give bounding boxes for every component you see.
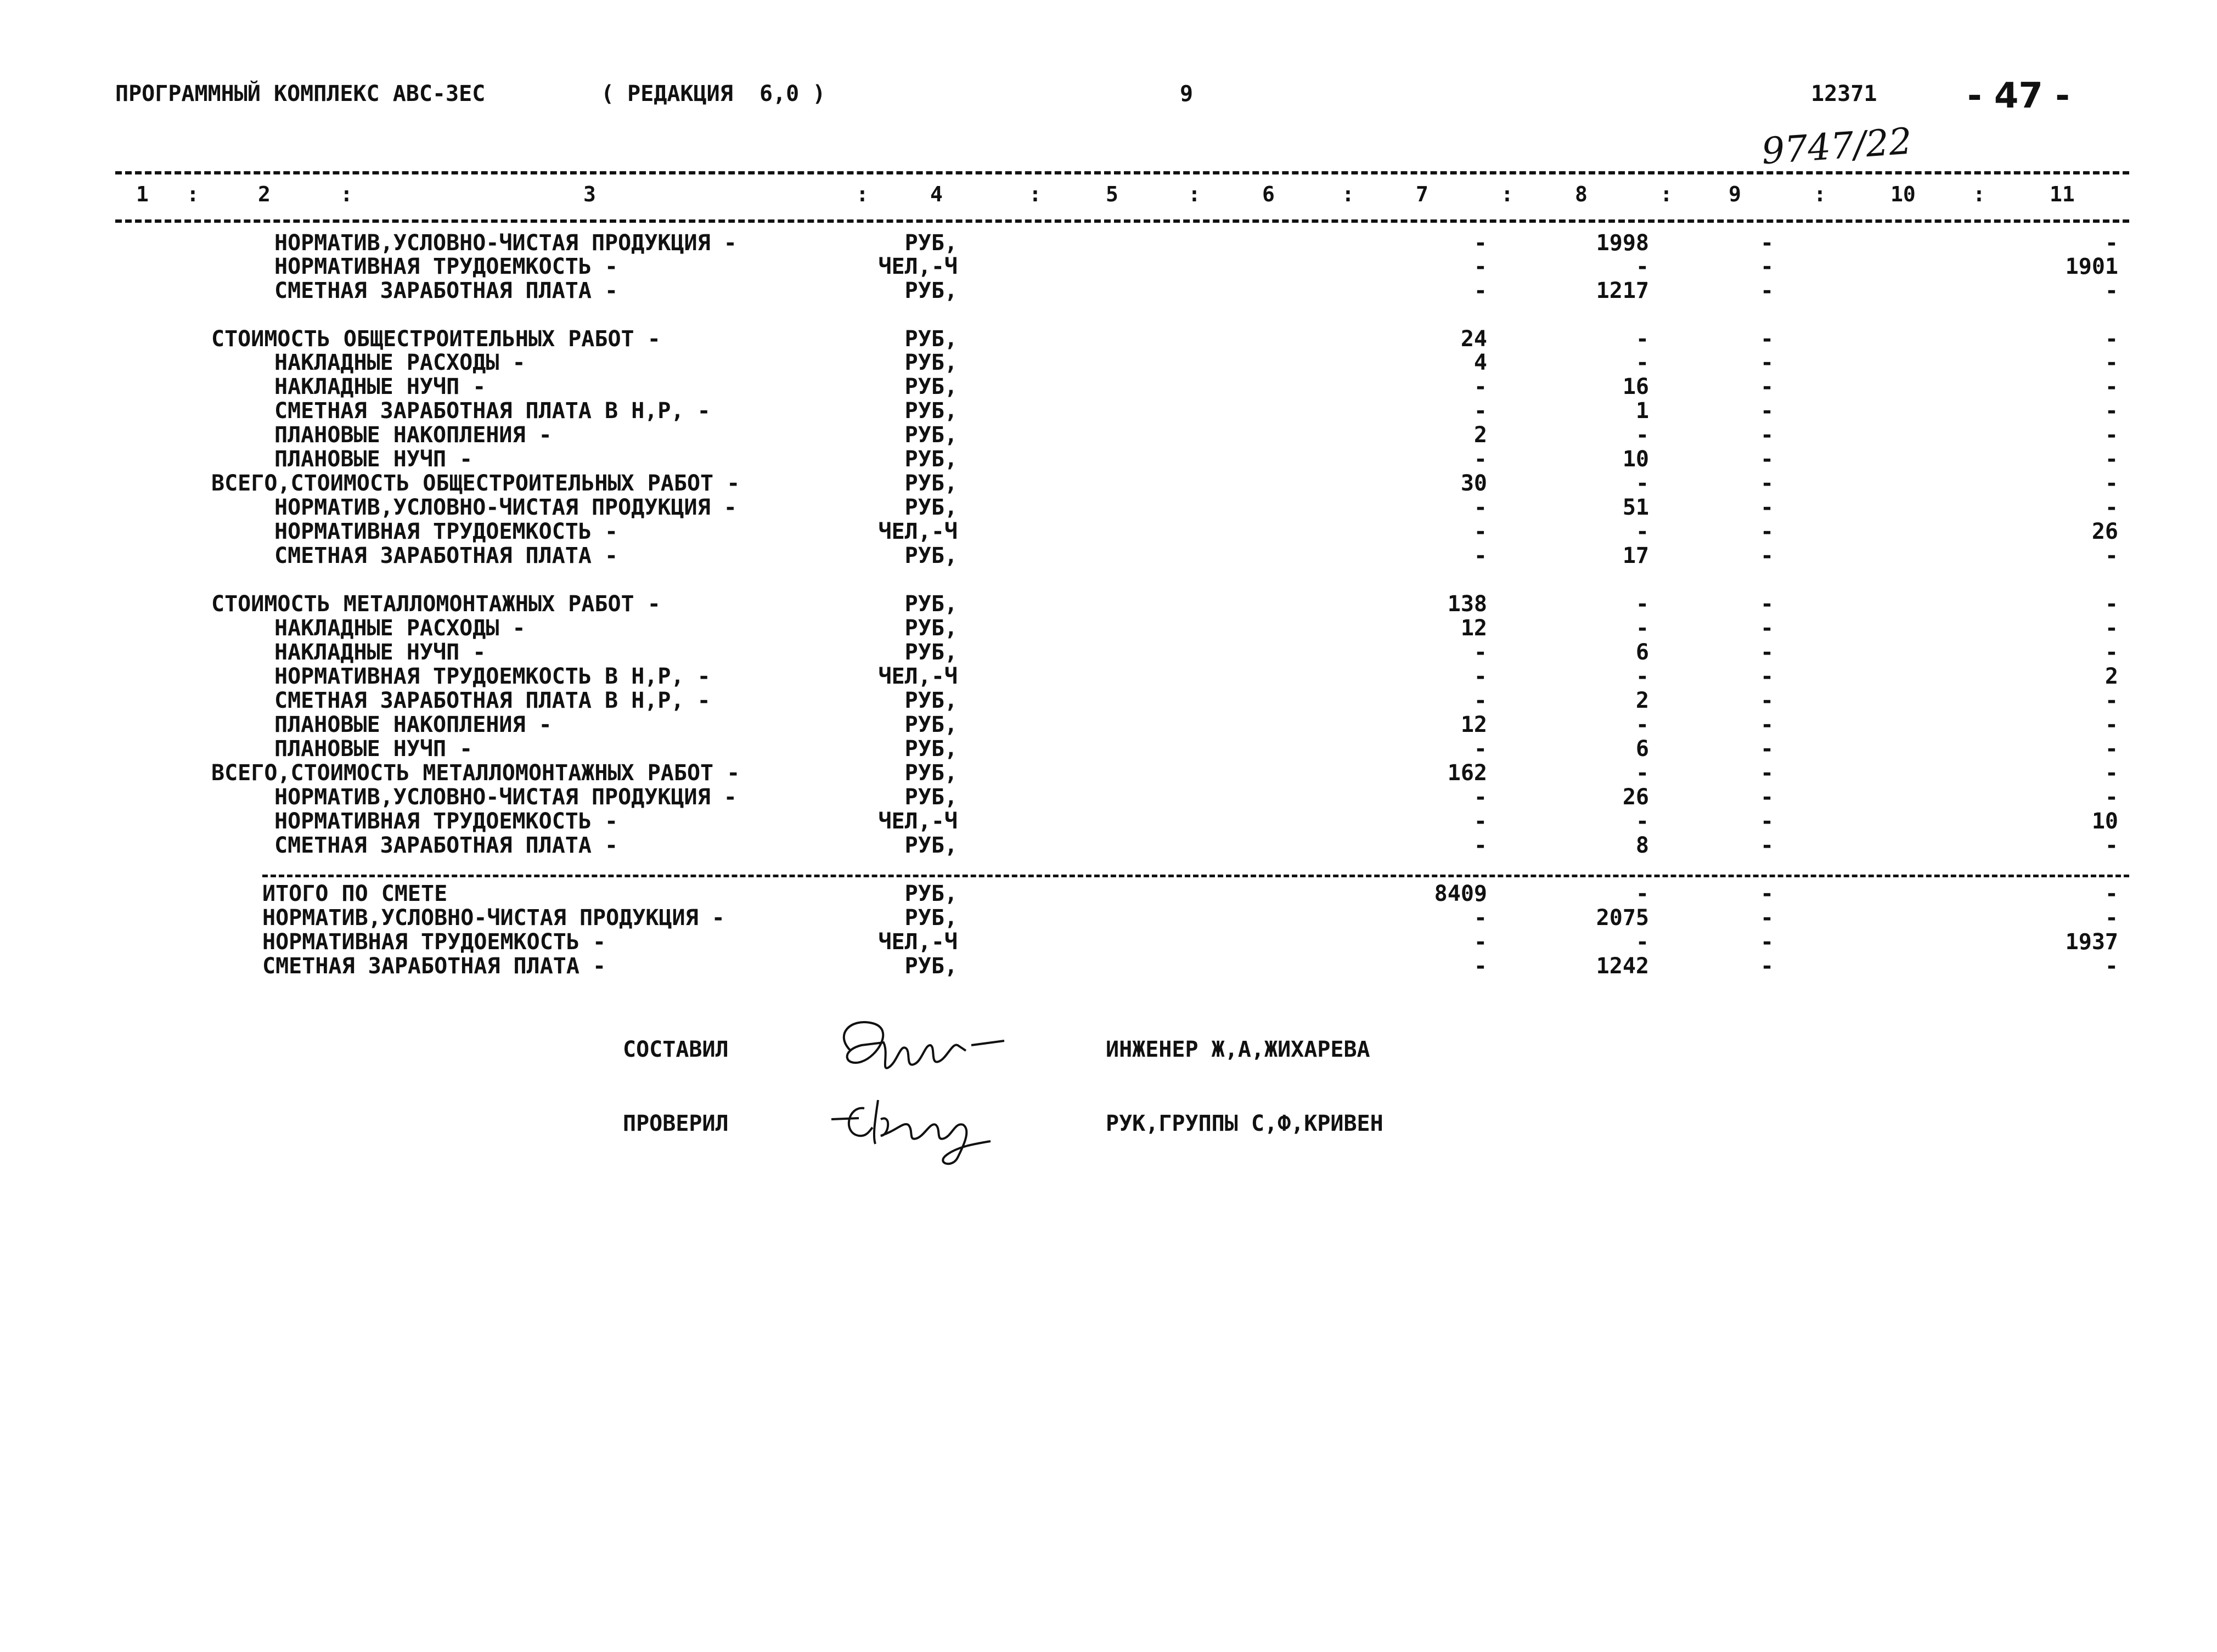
row-unit: РУБ,: [904, 326, 958, 352]
compiled-label: СОСТАВИЛ: [623, 1037, 729, 1062]
row-col11: 10: [2091, 809, 2118, 834]
handwritten-number: 9747/22: [1760, 120, 1914, 173]
sheet-number: 9: [1180, 81, 1194, 106]
column-separator: :: [187, 182, 199, 206]
row-col9: -: [1760, 905, 1774, 931]
row-col8: -: [1635, 350, 1649, 375]
row-col8: -: [1635, 616, 1649, 641]
row-col11: -: [2105, 905, 2118, 931]
column-separator: :: [1973, 182, 1985, 206]
row-unit: РУБ,: [904, 881, 958, 906]
row-label: НОРМАТИВНАЯ ТРУДОЕМКОСТЬ В Н,Р, -: [274, 664, 711, 689]
row-col11: -: [2105, 543, 2118, 568]
row-col9: -: [1760, 350, 1774, 375]
row-label: НОРМАТИВ,УСЛОВНО-ЧИСТАЯ ПРОДУКЦИЯ -: [274, 495, 737, 520]
row-col9: -: [1760, 640, 1774, 665]
row-col9: -: [1760, 447, 1774, 472]
column-header-11: 11: [2050, 182, 2075, 206]
row-col7: 12: [1460, 616, 1487, 641]
row-col9: -: [1760, 736, 1774, 762]
row-col11: -: [2105, 447, 2118, 472]
row-col8: -: [1635, 591, 1649, 617]
row-label: НОРМАТИВНАЯ ТРУДОЕМКОСТЬ -: [274, 519, 618, 544]
page-number: - 47 -: [1967, 76, 2070, 116]
row-col8: -: [1635, 326, 1649, 352]
row-col8: 26: [1622, 785, 1649, 810]
row-col11: -: [2105, 833, 2118, 858]
row-col8: 51: [1622, 495, 1649, 520]
row-unit: ЧЕЛ,-Ч: [878, 664, 958, 689]
row-col7: -: [1473, 905, 1487, 931]
row-label: НОРМАТИВ,УСЛОВНО-ЧИСТАЯ ПРОДУКЦИЯ -: [274, 785, 737, 810]
row-col7: -: [1473, 230, 1487, 256]
row-label: НАКЛАДНЫЕ НУЧП -: [274, 640, 486, 665]
row-unit: ЧЕЛ,-Ч: [878, 809, 958, 834]
row-col9: -: [1760, 543, 1774, 568]
row-col9: -: [1760, 664, 1774, 689]
row-col11: -: [2105, 374, 2118, 399]
row-col8: 6: [1635, 736, 1649, 762]
row-col8: -: [1635, 881, 1649, 906]
row-unit: РУБ,: [904, 471, 958, 496]
row-col7: 12: [1460, 712, 1487, 737]
row-col8: 1: [1635, 398, 1649, 424]
column-header-7: 7: [1416, 182, 1428, 206]
row-col11: 26: [2091, 519, 2118, 544]
row-label: СМЕТНАЯ ЗАРАБОТНАЯ ПЛАТА -: [274, 278, 618, 303]
row-label: НАКЛАДНЫЕ РАСХОДЫ -: [274, 616, 526, 641]
row-col9: -: [1760, 591, 1774, 617]
row-unit: РУБ,: [904, 616, 958, 641]
row-col11: -: [2105, 471, 2118, 496]
row-col11: -: [2105, 422, 2118, 448]
row-col9: -: [1760, 809, 1774, 834]
row-col11: -: [2105, 591, 2118, 617]
row-col7: -: [1473, 833, 1487, 858]
column-separator: :: [1501, 182, 1513, 206]
row-col9: -: [1760, 495, 1774, 520]
row-col8: -: [1635, 760, 1649, 786]
row-col9: -: [1760, 398, 1774, 424]
row-unit: РУБ,: [904, 398, 958, 424]
row-label: НОРМАТИВНАЯ ТРУДОЕМКОСТЬ -: [274, 809, 618, 834]
row-col9: -: [1760, 688, 1774, 713]
row-col7: -: [1473, 736, 1487, 762]
row-col7: -: [1473, 688, 1487, 713]
header-bottom-rule: [115, 219, 2129, 223]
row-col7: -: [1473, 954, 1487, 979]
row-col11: -: [2105, 398, 2118, 424]
row-col11: -: [2105, 640, 2118, 665]
column-header-4: 4: [930, 182, 943, 206]
row-col8: -: [1635, 519, 1649, 544]
row-col7: -: [1473, 254, 1487, 279]
edition-label: ( РЕДАКЦИЯ 6,0 ): [601, 81, 826, 106]
column-separator: :: [1029, 182, 1042, 206]
header-top-rule: [115, 171, 2129, 174]
row-unit: РУБ,: [904, 350, 958, 375]
row-unit: ЧЕЛ,-Ч: [878, 254, 958, 279]
row-unit: РУБ,: [904, 833, 958, 858]
row-label: НОРМАТИВ,УСЛОВНО-ЧИСТАЯ ПРОДУКЦИЯ -: [262, 905, 725, 931]
column-separator: :: [1814, 182, 1826, 206]
row-col7: -: [1473, 278, 1487, 303]
row-unit: РУБ,: [904, 688, 958, 713]
checked-signature: [826, 1092, 1012, 1176]
row-col9: -: [1760, 760, 1774, 786]
row-col11: 1937: [2065, 929, 2118, 955]
row-unit: РУБ,: [904, 640, 958, 665]
row-col11: 2: [2105, 664, 2118, 689]
row-label: СМЕТНАЯ ЗАРАБОТНАЯ ПЛАТА -: [274, 833, 618, 858]
row-col8: 1998: [1596, 230, 1649, 256]
row-label: НАКЛАДНЫЕ РАСХОДЫ -: [274, 350, 526, 375]
column-separator: :: [1660, 182, 1673, 206]
row-col7: -: [1473, 809, 1487, 834]
row-col8: -: [1635, 664, 1649, 689]
row-col9: -: [1760, 374, 1774, 399]
row-col9: -: [1760, 471, 1774, 496]
row-col11: -: [2105, 350, 2118, 375]
row-col8: -: [1635, 712, 1649, 737]
row-col9: -: [1760, 519, 1774, 544]
row-col7: 4: [1473, 350, 1487, 375]
row-col8: 10: [1622, 447, 1649, 472]
row-col8: 2075: [1596, 905, 1649, 931]
row-label: СМЕТНАЯ ЗАРАБОТНАЯ ПЛАТА -: [274, 543, 618, 568]
row-col11: -: [2105, 785, 2118, 810]
column-header-1: 1: [136, 182, 149, 206]
row-label: ПЛАНОВЫЕ НУЧП -: [274, 736, 473, 762]
row-col9: -: [1760, 954, 1774, 979]
column-header-9: 9: [1729, 182, 1741, 206]
row-col8: 1242: [1596, 954, 1649, 979]
row-col9: -: [1760, 712, 1774, 737]
row-col7: -: [1473, 447, 1487, 472]
row-col8: -: [1635, 254, 1649, 279]
row-col8: -: [1635, 422, 1649, 448]
row-col11: -: [2105, 760, 2118, 786]
row-col8: 6: [1635, 640, 1649, 665]
row-label: ПЛАНОВЫЕ НУЧП -: [274, 447, 473, 472]
row-col7: 2: [1473, 422, 1487, 448]
row-col11: -: [2105, 712, 2118, 737]
row-col8: 1217: [1596, 278, 1649, 303]
row-col9: -: [1760, 326, 1774, 352]
row-col11: -: [2105, 688, 2118, 713]
row-label: СТОИМОСТЬ ОБЩЕСТРОИТЕЛЬНЫХ РАБОТ -: [211, 326, 661, 352]
row-col9: -: [1760, 929, 1774, 955]
row-col7: 8409: [1434, 881, 1487, 906]
row-col7: -: [1473, 640, 1487, 665]
row-col8: -: [1635, 809, 1649, 834]
row-label: СМЕТНАЯ ЗАРАБОТНАЯ ПЛАТА -: [262, 954, 606, 979]
row-label: ПЛАНОВЫЕ НАКОПЛЕНИЯ -: [274, 712, 552, 737]
row-col7: -: [1473, 664, 1487, 689]
row-col9: -: [1760, 254, 1774, 279]
column-header-5: 5: [1106, 182, 1118, 206]
row-unit: РУБ,: [904, 543, 958, 568]
row-label: ПЛАНОВЫЕ НАКОПЛЕНИЯ -: [274, 422, 552, 448]
row-col7: 30: [1460, 471, 1487, 496]
row-col7: 24: [1460, 326, 1487, 352]
row-col9: -: [1760, 833, 1774, 858]
checked-label: ПРОВЕРИЛ: [623, 1111, 729, 1136]
row-col11: 1901: [2065, 254, 2118, 279]
row-label: СМЕТНАЯ ЗАРАБОТНАЯ ПЛАТА В Н,Р, -: [274, 688, 711, 713]
row-col8: 2: [1635, 688, 1649, 713]
row-label: НОРМАТИВНАЯ ТРУДОЕМКОСТЬ -: [274, 254, 618, 279]
row-col8: 8: [1635, 833, 1649, 858]
row-label: НОРМАТИВ,УСЛОВНО-ЧИСТАЯ ПРОДУКЦИЯ -: [274, 230, 737, 256]
row-col8: -: [1635, 471, 1649, 496]
row-col9: -: [1760, 278, 1774, 303]
row-col8: -: [1635, 929, 1649, 955]
column-separator: :: [1188, 182, 1201, 206]
column-header-2: 2: [258, 182, 271, 206]
row-unit: РУБ,: [904, 374, 958, 399]
row-unit: ЧЕЛ,-Ч: [878, 929, 958, 955]
row-col11: -: [2105, 881, 2118, 906]
row-col9: -: [1760, 616, 1774, 641]
row-col9: -: [1760, 881, 1774, 906]
row-unit: РУБ,: [904, 785, 958, 810]
row-col11: -: [2105, 495, 2118, 520]
row-col8: 17: [1622, 543, 1649, 568]
row-unit: РУБ,: [904, 760, 958, 786]
row-label: НОРМАТИВНАЯ ТРУДОЕМКОСТЬ -: [262, 929, 606, 955]
program-title: ПРОГРАММНЫЙ КОМПЛЕКС АВС-ЗЕС: [115, 81, 486, 106]
row-col7: -: [1473, 543, 1487, 568]
total-rule: [262, 875, 2129, 877]
row-col9: -: [1760, 230, 1774, 256]
row-unit: РУБ,: [904, 230, 958, 256]
row-label: СМЕТНАЯ ЗАРАБОТНАЯ ПЛАТА В Н,Р, -: [274, 398, 711, 424]
column-header-3: 3: [583, 182, 596, 206]
column-header-8: 8: [1575, 182, 1588, 206]
row-unit: РУБ,: [904, 591, 958, 617]
row-unit: РУБ,: [904, 736, 958, 762]
row-label: ВСЕГО,СТОИМОСТЬ ОБЩЕСТРОИТЕЛЬНЫХ РАБОТ -: [211, 471, 740, 496]
row-label: НАКЛАДНЫЕ НУЧП -: [274, 374, 486, 399]
row-col11: -: [2105, 326, 2118, 352]
compiled-signature: [829, 1012, 1010, 1086]
row-col9: -: [1760, 422, 1774, 448]
row-col9: -: [1760, 785, 1774, 810]
row-col7: 138: [1447, 591, 1487, 617]
row-col8: 16: [1622, 374, 1649, 399]
row-unit: ЧЕЛ,-Ч: [878, 519, 958, 544]
row-col7: -: [1473, 374, 1487, 399]
row-unit: РУБ,: [904, 905, 958, 931]
row-label: СТОИМОСТЬ МЕТАЛЛОМОНТАЖНЫХ РАБОТ -: [211, 591, 661, 617]
row-col7: -: [1473, 398, 1487, 424]
column-separator: :: [1342, 182, 1354, 206]
row-col11: -: [2105, 736, 2118, 762]
row-unit: РУБ,: [904, 954, 958, 979]
row-unit: РУБ,: [904, 447, 958, 472]
row-col11: -: [2105, 954, 2118, 979]
row-col11: -: [2105, 616, 2118, 641]
row-label: ИТОГО ПО СМЕТЕ: [262, 881, 448, 906]
row-unit: РУБ,: [904, 495, 958, 520]
row-label: ВСЕГО,СТОИМОСТЬ МЕТАЛЛОМОНТАЖНЫХ РАБОТ -: [211, 760, 740, 786]
checked-by: РУК,ГРУППЫ С,Ф,КРИВЕН: [1106, 1111, 1383, 1136]
row-unit: РУБ,: [904, 278, 958, 303]
document-code: 12371: [1811, 81, 1877, 106]
row-col7: -: [1473, 929, 1487, 955]
row-col7: -: [1473, 785, 1487, 810]
row-col11: -: [2105, 230, 2118, 256]
row-unit: РУБ,: [904, 712, 958, 737]
row-unit: РУБ,: [904, 422, 958, 448]
row-col7: -: [1473, 519, 1487, 544]
column-separator: :: [340, 182, 353, 206]
row-col7: 162: [1447, 760, 1487, 786]
row-col7: -: [1473, 495, 1487, 520]
row-col11: -: [2105, 278, 2118, 303]
column-header-6: 6: [1262, 182, 1275, 206]
column-separator: :: [856, 182, 869, 206]
column-header-10: 10: [1890, 182, 1916, 206]
compiled-by: ИНЖЕНЕР Ж,А,ЖИХАРЕВА: [1106, 1037, 1370, 1062]
